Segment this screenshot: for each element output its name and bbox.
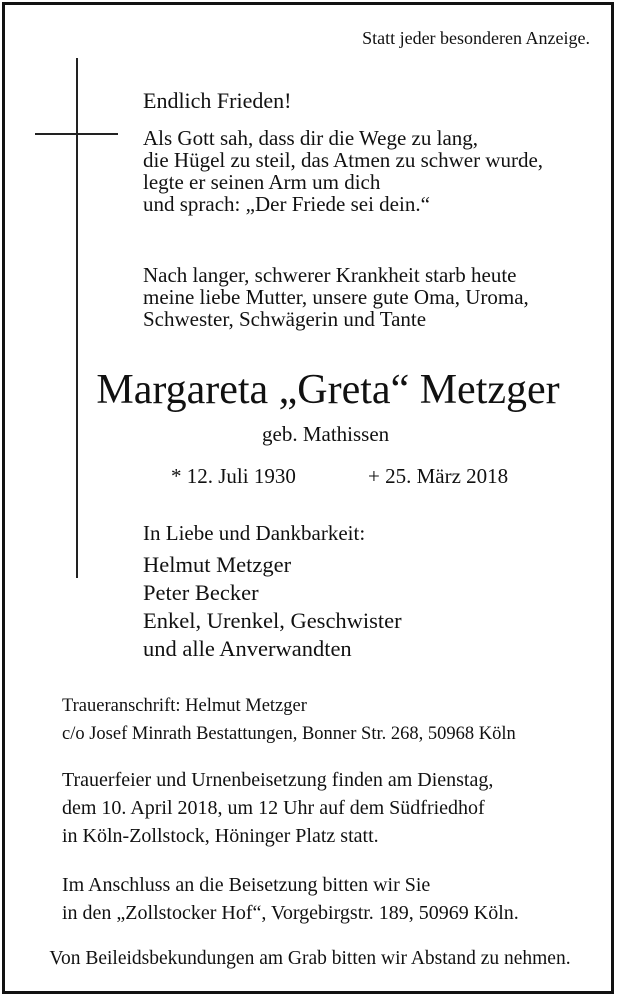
header-note: Statt jeder besonderen Anzeige. xyxy=(362,28,590,48)
birth-name: geb. Mathissen xyxy=(262,422,390,446)
reception-line: Im Anschluss an die Beisetzung bitten wir Sie xyxy=(62,874,431,896)
poem-line: die Hügel zu steil, das Atmen zu schwer wurde, xyxy=(143,148,544,172)
deceased-name: Margareta „Greta“ Metzger xyxy=(96,367,560,413)
poem-line: legte er seinen Arm um dich xyxy=(143,170,381,194)
title-line: Endlich Frieden! xyxy=(143,88,292,113)
intro-text xyxy=(143,264,529,330)
family-list xyxy=(143,551,402,663)
address-line: Traueranschrift: Helmut Metzger xyxy=(62,696,307,716)
closing-line: Von Beileidsbekundungen am Grab bitten wir Abstand zu nehmen. xyxy=(49,948,571,969)
cross-icon-horizontal xyxy=(35,133,118,135)
poem-line: Als Gott sah, dass dir die Wege zu lang, xyxy=(143,126,479,150)
intro-line: Nach langer, schwerer Krankheit starb heute xyxy=(143,263,517,287)
reception-line: in den „Zollstocker Hof“, Vorgebirgstr. 189, 50969 Köln. xyxy=(62,902,519,924)
service-line: in Köln-Zollstock, Höninger Platz statt. xyxy=(62,825,379,847)
reception-info xyxy=(62,871,519,927)
address-line: c/o Josef Minrath Bestattungen, Bonner Str. 268, 50968 Köln xyxy=(62,724,516,744)
poem xyxy=(143,127,543,215)
service-line: Trauerfeier und Urnenbeisetzung finden am Dienstag, xyxy=(62,769,494,791)
birth-date: * 12. Juli 1930 xyxy=(171,464,296,488)
service-info xyxy=(62,766,493,850)
poem-line: und sprach: „Der Friede sei dein.“ xyxy=(143,192,430,216)
family-member: und alle Anverwandten xyxy=(143,636,352,661)
service-line: dem 10. April 2018, um 12 Uhr auf dem Südfriedhof xyxy=(62,797,485,819)
cross-icon-vertical xyxy=(76,58,78,578)
mourning-address xyxy=(62,692,516,748)
intro-line: meine liebe Mutter, unsere gute Oma, Uroma, xyxy=(143,285,529,309)
intro-line: Schwester, Schwägerin und Tante xyxy=(143,307,427,331)
family-member: Enkel, Urenkel, Geschwister xyxy=(143,608,402,633)
death-date: + 25. März 2018 xyxy=(368,464,509,488)
thanks-line: In Liebe und Dankbarkeit: xyxy=(143,521,366,545)
family-member: Helmut Metzger xyxy=(143,552,292,577)
family-member: Peter Becker xyxy=(143,580,259,605)
